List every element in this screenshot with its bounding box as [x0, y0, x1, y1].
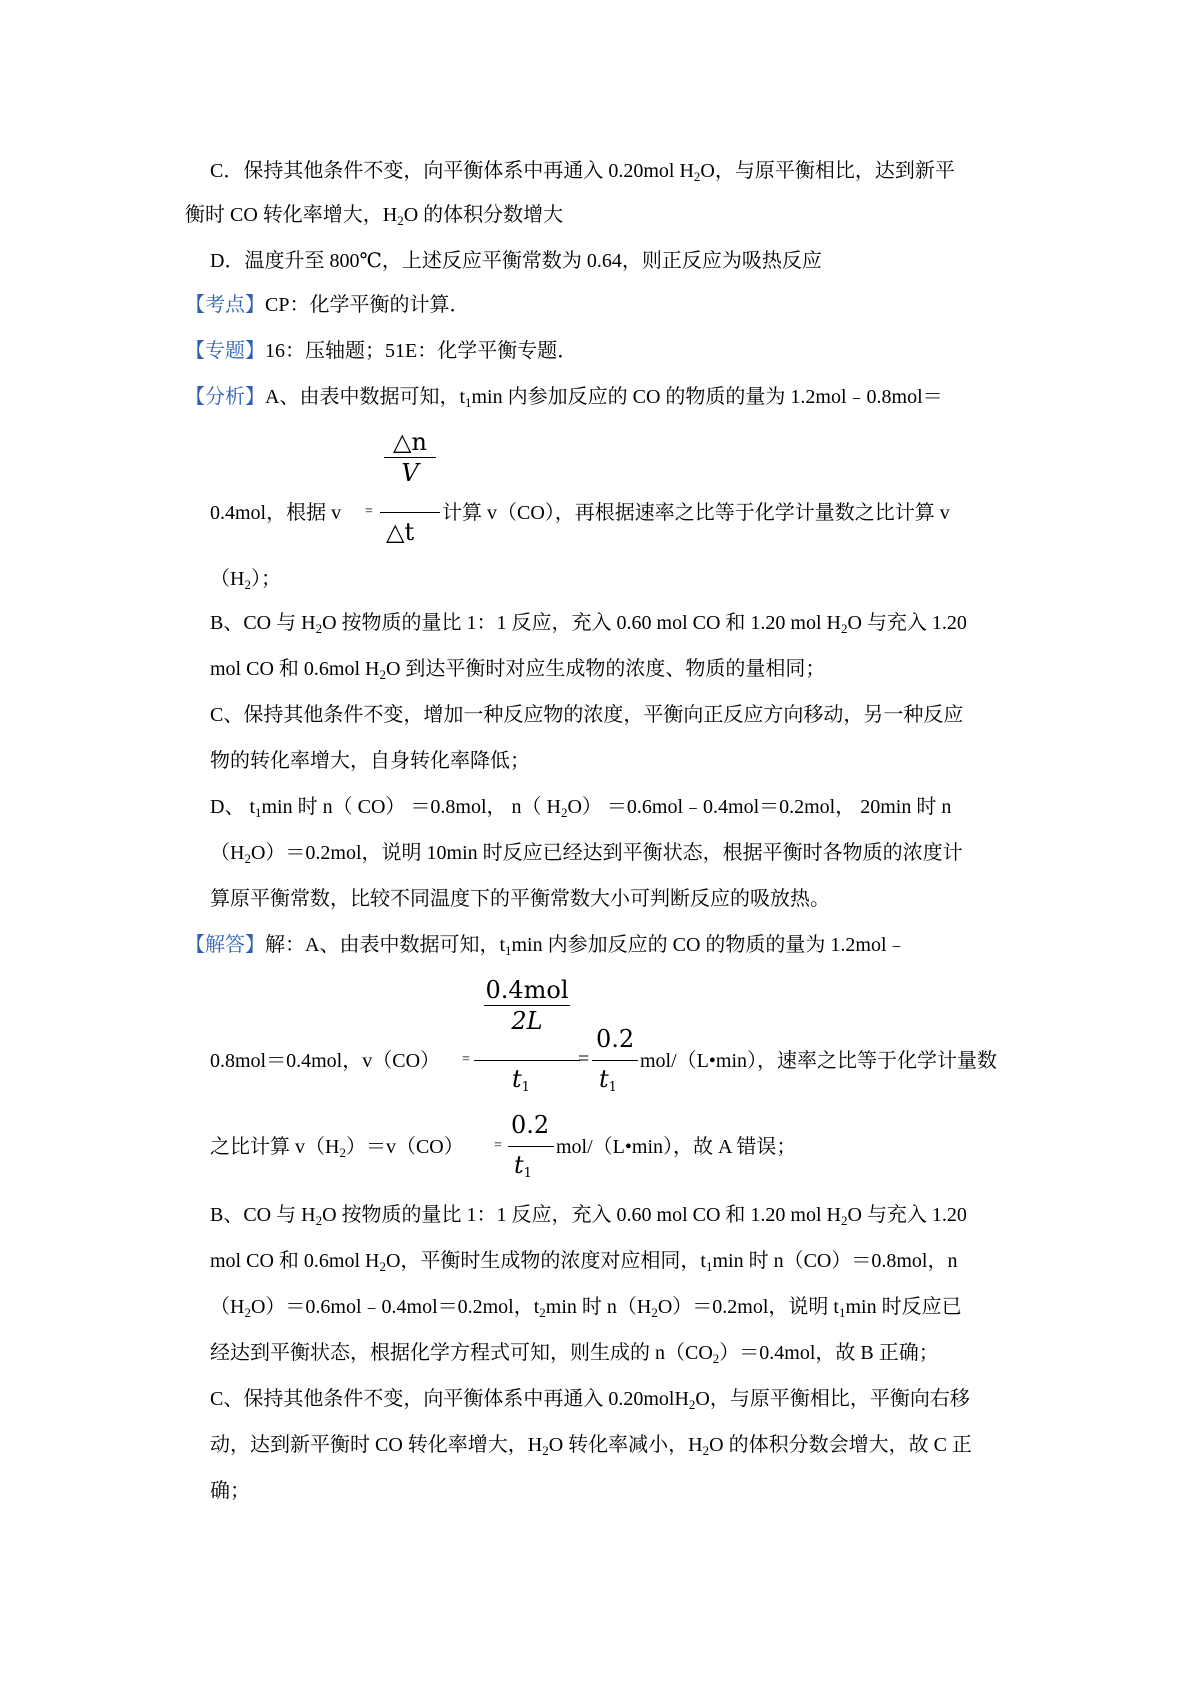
text: C、保持其他条件不变，向平衡体系中再通入 0.20molH: [210, 1388, 689, 1410]
subscript: 1: [523, 1166, 532, 1181]
fenxi-line-3: [210, 566, 281, 592]
text: O）＝0.2mol，说明 t: [657, 1296, 839, 1318]
text: O 转化率减小，H: [548, 1434, 703, 1456]
text: C、保持其他条件不变，增加一种反应物的浓度，平衡向正反应方向移动，另一种反应: [210, 704, 964, 726]
jieda-line-2: [210, 1048, 440, 1074]
fenxi-line-1: [185, 384, 943, 410]
jieda-line-2-b: [640, 1048, 997, 1074]
jieda-tag: 【解答】: [185, 934, 265, 956]
text: O）＝0.2mol，说明 10min 时反应已经达到平衡状态，根据平衡时各物质的浓度计: [250, 842, 963, 864]
equals-sign: =: [578, 1048, 590, 1070]
t-symbol: t: [599, 1065, 609, 1093]
text: ）；: [250, 568, 281, 590]
text: O 的体积分数增大: [403, 204, 564, 226]
text: （H: [210, 842, 245, 864]
jieda-line-1: [185, 932, 907, 958]
text: mol CO 和 0.6mol H: [210, 658, 380, 680]
fraction-numerator: △n: [393, 428, 427, 456]
t-symbol: t: [514, 1151, 524, 1179]
text: ）＝0.4mol，故 B 正确；: [719, 1342, 939, 1364]
text: O，与原平衡相比，平衡向右移: [695, 1388, 970, 1410]
subscript: 2: [339, 1145, 346, 1160]
subscript: 2: [651, 1305, 658, 1320]
fraction-middle: V: [401, 459, 419, 487]
jieda-b-line-2: [210, 1248, 957, 1274]
fraction-numerator: 0.4mol: [485, 976, 569, 1004]
fraction-numerator: 0.2: [596, 1025, 635, 1053]
subscript: 2: [712, 1351, 720, 1366]
fenxi-line-2: [210, 500, 341, 526]
fenxi-c-line-2: [210, 748, 530, 774]
text: 计算 v（CO），再根据速率之比等于化学计量数之比计算 v: [442, 502, 950, 524]
text: O，与原平衡相比，达到新平: [700, 160, 955, 182]
text: D．温度升至 800℃，上述反应平衡常数为 0.64，则正反应为吸热反应: [210, 250, 822, 272]
text: 衡时 CO 转化率增大，H: [185, 204, 398, 226]
subscript: 1: [838, 1305, 846, 1320]
fraction-0.4mol-over-2L: [484, 975, 570, 1036]
t-symbol: t: [512, 1065, 522, 1093]
jieda-line-3-b: [556, 1134, 796, 1160]
fenxi-b-line-1: [210, 610, 967, 636]
text: B、CO 与 H: [210, 1204, 316, 1226]
subscript: 2: [542, 1443, 549, 1458]
fraction-denominator: [514, 1150, 532, 1180]
text: min 内参加反应的 CO 的物质的量为 1.2mol﹣0.8mol＝: [471, 386, 943, 408]
kaodian-tag: 【考点】: [185, 294, 265, 316]
equals-sign: =: [462, 1052, 470, 1067]
jieda-c-line-3: [210, 1478, 250, 1504]
fraction-main-bar: [474, 1060, 580, 1061]
text: 解：A、由表中数据可知，t: [265, 934, 505, 956]
subscript: 2: [840, 621, 848, 636]
option-c-line-1: [210, 158, 955, 184]
text: mol/（L•min），速率之比等于化学计量数: [640, 1050, 998, 1072]
subscript: 1: [255, 805, 262, 820]
option-d-line: [210, 248, 822, 274]
text: 经达到平衡状态，根据化学方程式可知，则生成的 n（CO: [210, 1342, 713, 1364]
fraction-middle: 2L: [511, 1007, 543, 1035]
text: mol/（L•min），故 A 错误；: [556, 1136, 797, 1158]
text: O 的体积分数会增大，故 C 正: [709, 1434, 972, 1456]
fraction-bar: [508, 1146, 554, 1147]
text: O，平衡时生成物的浓度对应相同，t: [385, 1250, 706, 1272]
fraction-denominator: [512, 1064, 530, 1094]
subscript: 2: [688, 1397, 696, 1412]
text: C．保持其他条件不变，向平衡体系中再通入 0.20mol H: [210, 160, 694, 182]
fenxi-c-line-1: [210, 702, 963, 728]
text: （H: [210, 568, 245, 590]
fenxi-line-2-b: [442, 500, 950, 526]
zhuanti-tag: 【专题】: [185, 340, 265, 362]
text: O 与充入 1.20: [847, 612, 967, 634]
subscript: 2: [315, 1213, 323, 1228]
subscript: 1: [521, 1080, 530, 1095]
fenxi-b-line-2: [210, 656, 825, 682]
subscript: 1: [705, 1259, 713, 1274]
text: B、CO 与 H: [210, 612, 316, 634]
text: O） ＝0.6mol﹣0.4mol＝0.2mol， 20min 时 n: [567, 796, 952, 818]
fenxi-d-line-2: [210, 840, 963, 866]
text: O 按物质的量比 1：1 反应，充入 0.60 mol CO 和 1.20 mol H: [322, 612, 841, 634]
subscript: 2: [379, 667, 386, 682]
kaodian-line: [185, 292, 469, 318]
fraction-numerator: 0.2: [511, 1111, 550, 1139]
text: O）＝0.6mol﹣0.4mol＝0.2mol，t: [250, 1296, 540, 1318]
text: min 时 n（H: [545, 1296, 652, 1318]
option-c-line-2: [185, 202, 563, 228]
text: CP：化学平衡的计算．: [265, 294, 470, 316]
fraction-delta-n-over-v: [384, 427, 436, 488]
subscript: 2: [560, 805, 568, 820]
text: D、 t: [210, 796, 255, 818]
fraction-denominator: △t: [386, 518, 415, 546]
text: 确；: [210, 1480, 250, 1502]
text: min 时 n（ CO） ＝0.8mol， n（ H: [261, 796, 561, 818]
fenxi-tag: 【分析】: [185, 386, 265, 408]
fraction-denominator: [599, 1064, 617, 1094]
fraction-bar: [592, 1060, 638, 1061]
text: mol CO 和 0.6mol H: [210, 1250, 380, 1272]
subscript: 2: [539, 1305, 546, 1320]
fenxi-d-line-3: [210, 886, 830, 912]
equals-sign: =: [365, 504, 373, 519]
subscript: 1: [608, 1080, 617, 1095]
text: 0.8mol＝0.4mol，v（CO）: [210, 1050, 441, 1072]
text: （H: [210, 1296, 245, 1318]
text: 0.4mol，根据 v: [210, 502, 342, 524]
fraction-main-bar: [380, 512, 440, 513]
text: ）＝v（CO）: [345, 1136, 464, 1158]
text: min 时 n（CO）＝0.8mol，n: [712, 1250, 958, 1272]
equals-sign: =: [494, 1138, 502, 1153]
text: 之比计算 v（H: [210, 1136, 340, 1158]
subscript: 1: [465, 395, 472, 410]
text: O 与充入 1.20: [847, 1204, 967, 1226]
text: 16：压轴题；51E：化学平衡专题．: [265, 340, 578, 362]
jieda-c-line-1: [210, 1386, 970, 1412]
text: O 按物质的量比 1：1 反应，充入 0.60 mol CO 和 1.20 mol H: [322, 1204, 841, 1226]
subscript: 2: [244, 851, 251, 866]
text: 算原平衡常数，比较不同温度下的平衡常数大小可判断反应的吸放热。: [210, 888, 830, 910]
zhuanti-line: [185, 338, 577, 364]
subscript: 2: [244, 577, 251, 592]
jieda-b-line-3: [210, 1294, 962, 1320]
text: min 内参加反应的 CO 的物质的量为 1.2mol﹣: [511, 934, 907, 956]
text: O 到达平衡时对应生成物的浓度、物质的量相同；: [385, 658, 826, 680]
subscript: 2: [244, 1305, 251, 1320]
subscript: 2: [840, 1213, 848, 1228]
jieda-b-line-1: [210, 1202, 967, 1228]
subscript: 2: [693, 169, 701, 184]
jieda-c-line-2: [210, 1432, 972, 1458]
subscript: 2: [702, 1443, 710, 1458]
subscript: 2: [397, 213, 404, 228]
jieda-b-line-4: [210, 1340, 939, 1366]
jieda-line-2-eq: [578, 1046, 589, 1072]
fenxi-d-line-1: [210, 794, 951, 820]
subscript: 1: [505, 943, 512, 958]
subscript: 2: [379, 1259, 386, 1274]
text: min 时反应已: [845, 1296, 962, 1318]
text: A、由表中数据可知，t: [265, 386, 465, 408]
text: 物的转化率增大，自身转化率降低；: [210, 750, 530, 772]
jieda-line-3: [210, 1134, 464, 1160]
text: 动，达到新平衡时 CO 转化率增大，H: [210, 1434, 543, 1456]
subscript: 2: [315, 621, 323, 636]
